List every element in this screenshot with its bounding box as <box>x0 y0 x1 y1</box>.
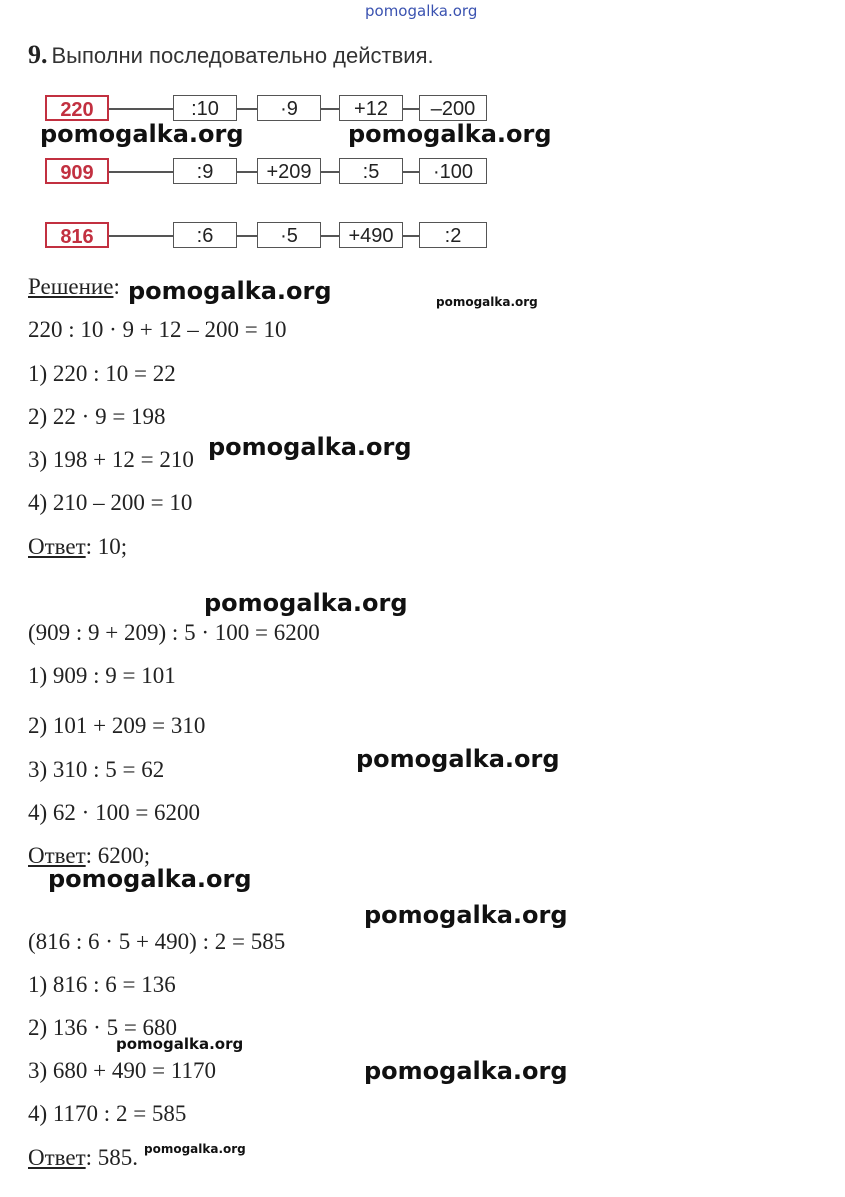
solution-2-expression: (909 : 9 + 209) : 5 · 100 = 6200 <box>28 620 320 645</box>
solution-3-step: 2) 136 · 5 = 680 <box>28 1015 178 1040</box>
solution-label: Решение <box>28 274 114 299</box>
solution-3-answer <box>28 1145 138 1171</box>
chain-start-value: 220 <box>45 95 109 121</box>
solution-3-expression: (816 : 6 · 5 + 490) : 2 = 585 <box>28 929 286 954</box>
chain-start-value: 909 <box>45 158 109 184</box>
answer-label: Ответ <box>28 1145 86 1170</box>
task-text: Выполни последовательно действия. <box>51 43 434 68</box>
chain-operation: :5 <box>339 158 403 184</box>
chain-operation: ·9 <box>257 95 321 121</box>
watermark: pomogalka.org <box>356 745 560 773</box>
solution-2-step: 4) 62 · 100 = 6200 <box>28 800 201 825</box>
watermark: pomogalka.org <box>364 1057 568 1085</box>
solution-1-step: 2) 22 · 9 = 198 <box>28 404 166 429</box>
chain-connector <box>403 235 419 237</box>
watermark: pomogalka.org <box>364 901 568 929</box>
watermark-top: pomogalka.org <box>365 2 478 20</box>
solution-2-step: 3) 310 : 5 = 62 <box>28 757 165 782</box>
chain-connector <box>109 235 173 237</box>
answer-value: : 10; <box>85 534 128 559</box>
chain-connector <box>321 235 339 237</box>
solution-1-expression: 220 : 10 · 9 + 12 – 200 = 10 <box>28 317 287 342</box>
solution-heading <box>28 274 120 300</box>
chain-connector <box>237 171 257 173</box>
watermark: pomogalka.org <box>204 589 408 617</box>
chain-connector <box>403 108 419 110</box>
watermark: pomogalka.org <box>40 120 244 148</box>
watermark: pomogalka.org <box>208 433 412 461</box>
chain-operation: :9 <box>173 158 237 184</box>
watermark: pomogalka.org <box>348 120 552 148</box>
watermark-small: pomogalka.org <box>144 1142 246 1156</box>
chain-connector <box>237 235 257 237</box>
chain-operation: ·5 <box>257 222 321 248</box>
answer-label: Ответ <box>28 534 86 559</box>
chain-connector <box>321 108 339 110</box>
chain-connector <box>237 108 257 110</box>
chain-operation: :6 <box>173 222 237 248</box>
solution-2-step: 1) 909 : 9 = 101 <box>28 663 176 688</box>
chain-operation: :2 <box>419 222 487 248</box>
chain-operation: +12 <box>339 95 403 121</box>
task-header <box>28 40 434 70</box>
watermark-small: pomogalka.org <box>436 295 538 309</box>
watermark: pomogalka.org <box>128 277 332 305</box>
solution-1-step: 1) 220 : 10 = 22 <box>28 361 176 386</box>
solution-3-step: 1) 816 : 6 = 136 <box>28 972 176 997</box>
chain-connector <box>403 171 419 173</box>
answer-label: Ответ <box>28 843 86 868</box>
chain-operation: ·100 <box>419 158 487 184</box>
chain-operation: +490 <box>339 222 403 248</box>
watermark: pomogalka.org <box>48 865 252 893</box>
chain-operation: :10 <box>173 95 237 121</box>
answer-value: : 585. <box>85 1145 139 1170</box>
chain-connector <box>321 171 339 173</box>
chain-operation: +209 <box>257 158 321 184</box>
solution-3-step: 3) 680 + 490 = 1170 <box>28 1058 216 1083</box>
task-number: 9. <box>28 40 48 69</box>
solution-1-answer <box>28 534 127 560</box>
chain-connector <box>109 171 173 173</box>
chain-connector <box>109 108 173 110</box>
answer-value: : 6200; <box>85 843 151 868</box>
solution-2-step: 2) 101 + 209 = 310 <box>28 713 206 738</box>
chain-start-value: 816 <box>45 222 109 248</box>
solution-1-step: 4) 210 – 200 = 10 <box>28 490 193 515</box>
chain-operation: –200 <box>419 95 487 121</box>
solution-3-step: 4) 1170 : 2 = 585 <box>28 1101 187 1126</box>
watermark-small: pomogalka.org <box>116 1035 244 1053</box>
solution-colon: : <box>113 274 120 299</box>
solution-1-step: 3) 198 + 12 = 210 <box>28 447 194 472</box>
